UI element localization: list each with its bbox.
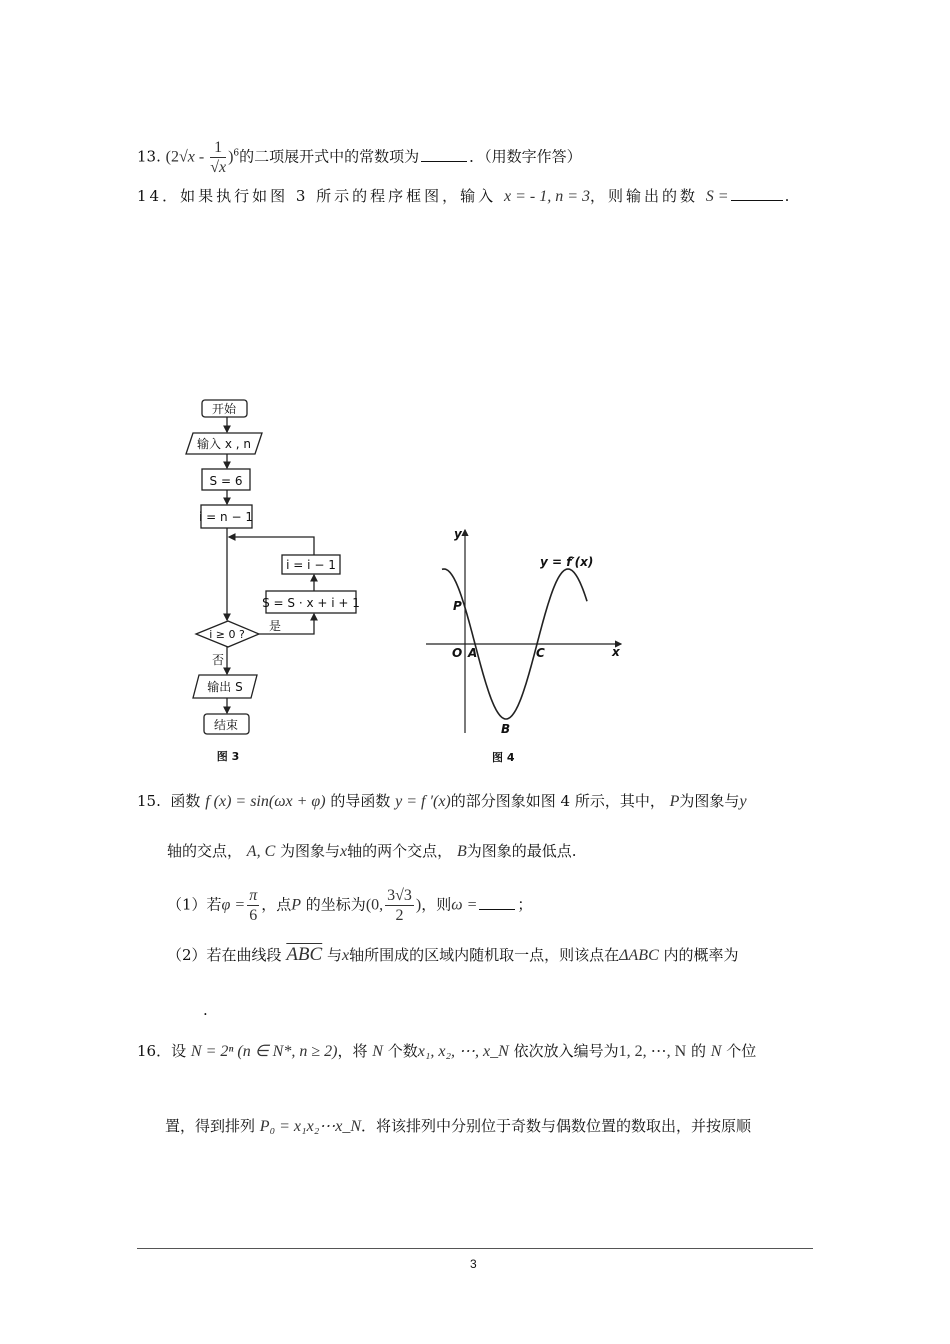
math-x: x xyxy=(342,947,350,964)
math-arc-abc: $\overline{ABC}$ xyxy=(286,944,323,965)
no-label: 否 xyxy=(211,653,225,667)
part-label: （2）若在曲线段 xyxy=(167,946,282,964)
point-a-label: A xyxy=(468,646,478,660)
part-label: （1）若 xyxy=(167,895,222,914)
point-c-label: C xyxy=(536,646,545,660)
text: ．将该排列中分别位于奇数与偶数位置的数取出，并按原顺 xyxy=(361,1117,752,1135)
math-positions: 1, 2, ⋯, N xyxy=(618,1043,687,1060)
fraction-denominator: √x xyxy=(210,159,227,176)
math-function: f (x) = sin(ωx + φ) xyxy=(205,793,326,810)
text: ，将 xyxy=(337,1042,368,1060)
i-dec-label: i = i − 1 xyxy=(286,558,336,572)
fraction-numerator: 1 xyxy=(210,138,226,158)
question-number: 15. xyxy=(137,792,161,810)
math-n-def: N = 2ⁿ (n ∈ N*, n ≥ 2) xyxy=(190,1043,338,1060)
math-s: S = xyxy=(705,188,729,205)
math-y: y xyxy=(739,793,747,810)
text: ； xyxy=(517,895,533,914)
question-number: 13. xyxy=(137,147,161,166)
footer-divider xyxy=(137,1248,813,1249)
text: 的部分图象如图 4 所示，其中， xyxy=(450,792,665,810)
text: 轴的交点， xyxy=(167,842,243,860)
input-label: 输入 x , n xyxy=(197,437,251,451)
condition-label: i ≥ 0 ? xyxy=(209,628,245,641)
i-init-label: i = n − 1 xyxy=(199,510,253,524)
math-ac: A, C xyxy=(246,843,276,860)
math-n: N xyxy=(710,1043,722,1060)
question-15-line-2 xyxy=(167,841,577,862)
figure-3-caption: 图 3 xyxy=(216,750,240,763)
text: 的坐标为 xyxy=(305,895,366,914)
y-axis-label: y xyxy=(454,527,462,541)
end-label: 结束 xyxy=(213,718,239,732)
math-close: ) xyxy=(415,896,422,914)
text: 轴所围成的区域内随机取一点，则该点在 xyxy=(349,946,620,964)
question-text: 如果执行如图 3 所示的程序框图，输入 xyxy=(180,187,497,205)
question-number: 16． xyxy=(137,1042,172,1060)
text: 内的概率为 xyxy=(663,946,739,964)
fraction-numerator: π xyxy=(249,887,258,904)
math-p: P xyxy=(669,793,680,810)
curve-label: y = f′(x) xyxy=(540,555,594,569)
fraction-numerator: 3√3 xyxy=(387,887,412,904)
math-minus: - xyxy=(194,148,209,166)
s-init-label: S = 6 xyxy=(209,474,243,488)
output-label: 输出 S xyxy=(207,680,243,694)
text: 轴的两个交点， xyxy=(347,842,453,860)
text: 的 xyxy=(690,1042,706,1060)
question-text-2: ，则输出的数 xyxy=(590,187,699,205)
text: 为图象的最低点. xyxy=(466,842,577,860)
question-text: 的二项展开式中的常数项为 xyxy=(239,147,420,166)
question-15-answer-end xyxy=(203,1000,208,1020)
math-sqrt-x: √x xyxy=(178,148,195,166)
fraction-denominator: 2 xyxy=(395,907,404,924)
exponent: 6 xyxy=(233,148,240,159)
text: 置，得到排列 xyxy=(165,1117,256,1135)
fraction-coordinate xyxy=(385,886,414,925)
point-b-label: B xyxy=(501,722,511,736)
question-number: 14． xyxy=(137,187,181,205)
math-triangle: ΔABC xyxy=(619,947,659,964)
figure-4-caption: 图 4 xyxy=(492,751,515,764)
fraction-denominator: 6 xyxy=(249,907,258,924)
math-input: x = - 1, n = 3 xyxy=(503,188,590,205)
question-15-line-1 xyxy=(137,791,747,812)
question-16-line-1 xyxy=(137,1041,756,1062)
text: 与 xyxy=(327,946,343,964)
text: 依次放入编号为 xyxy=(513,1042,619,1060)
point-p-label: P xyxy=(453,599,462,613)
question-tail: . xyxy=(784,187,793,205)
text: ，点 xyxy=(261,895,292,914)
answer-blank[interactable] xyxy=(479,895,515,910)
math-p: P xyxy=(291,896,302,914)
text: 个位 xyxy=(726,1042,757,1060)
question-15-part-2 xyxy=(167,945,739,966)
text: 为图象与 xyxy=(679,792,740,810)
question-15-part-1 xyxy=(167,886,532,925)
math-b: B xyxy=(456,843,467,860)
fraction-pi-6 xyxy=(247,886,259,925)
text: ，则 xyxy=(421,895,452,914)
text: 函数 xyxy=(170,792,201,810)
math-omega: ω = xyxy=(451,896,478,914)
text: 个数 xyxy=(387,1042,418,1060)
question-16-line-2 xyxy=(165,1116,751,1137)
period: . xyxy=(203,1001,208,1019)
math-open: (0, xyxy=(365,896,384,914)
text: 为图象与 xyxy=(280,842,341,860)
origin-label: O xyxy=(452,646,463,660)
page-number: 3 xyxy=(470,1257,477,1271)
s-update-label: S = S · x + i + 1 xyxy=(262,596,360,610)
yes-label: 是 xyxy=(268,619,282,633)
math-n: N xyxy=(372,1043,383,1060)
math-permutation: P₀ = x₁x₂⋯x_N xyxy=(259,1118,362,1135)
math-open: (2 xyxy=(165,148,179,166)
math-phi: φ = xyxy=(221,896,246,914)
x-axis-label: x xyxy=(612,645,620,659)
math-close: ) xyxy=(228,148,234,166)
text: 的导函数 xyxy=(330,792,391,810)
text: 设 xyxy=(171,1042,187,1060)
question-tail: ．（用数字作答） xyxy=(469,147,582,166)
start-label: 开始 xyxy=(211,402,237,416)
math-sequence: x₁, x₂, ⋯, x_N xyxy=(417,1043,509,1060)
math-derivative: y = f ′(x) xyxy=(395,793,451,810)
math-x: x xyxy=(340,843,348,860)
